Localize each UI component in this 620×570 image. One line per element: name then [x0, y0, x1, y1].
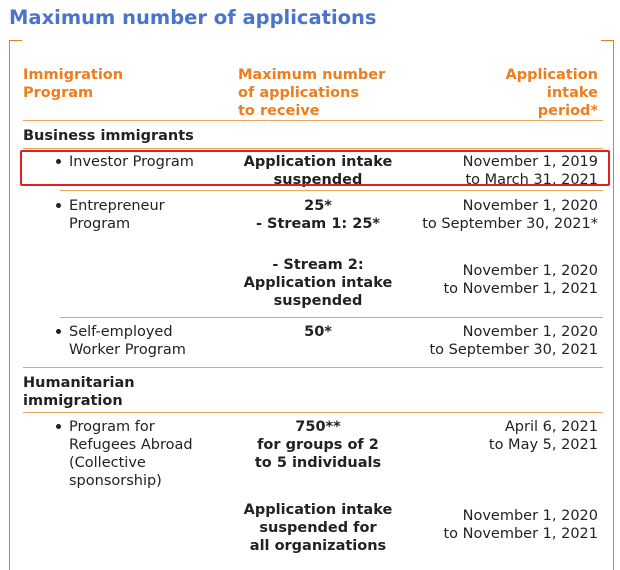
- column-header-program: Immigration Program: [23, 67, 124, 101]
- highlight-box: [20, 150, 610, 186]
- section-divider: [23, 148, 603, 149]
- row-entrepreneur-max-stream1: 25* - Stream 1: 25*: [255, 198, 381, 232]
- section-divider: [23, 367, 603, 368]
- row-divider: [60, 317, 603, 318]
- header-divider: [23, 120, 603, 121]
- row-refugees-period-organizations: November 1, 2020 to November 1, 2021: [443, 508, 598, 542]
- bullet: [56, 424, 61, 429]
- row-entrepreneur-period-stream1: November 1, 2020 to September 30, 2021*: [422, 198, 598, 232]
- row-self-employed-period: November 1, 2020 to September 30, 2021: [429, 324, 598, 358]
- row-divider: [60, 190, 603, 191]
- row-entrepreneur-program: Entrepreneur Program: [69, 198, 165, 232]
- row-self-employed-max: 50*: [304, 324, 332, 340]
- row-refugees-max-groups: 750** for groups of 2 to 5 individuals: [254, 419, 382, 471]
- row-investor-program: Investor Program: [69, 154, 194, 170]
- bullet: [56, 203, 61, 208]
- column-header-max: Maximum number of applications to receive: [238, 67, 386, 119]
- column-header-period: Application intake period*: [505, 67, 598, 119]
- row-entrepreneur-period-stream2: November 1, 2020 to November 1, 2021: [443, 263, 598, 297]
- section-divider: [23, 412, 603, 413]
- row-investor-period: November 1, 2019 to March 31, 2021: [462, 154, 598, 188]
- section-humanitarian-immigration: Humanitarian immigration: [23, 375, 135, 409]
- section-business-immigrants: Business immigrants: [23, 128, 194, 144]
- row-refugees-program: Program for Refugees Abroad (Collective sponsorship): [69, 419, 193, 489]
- row-self-employed-program: Self-employed Worker Program: [69, 324, 186, 358]
- page-title: Maximum number of applications: [9, 6, 377, 29]
- row-refugees-max-organizations: Application intake suspended for all organizations: [243, 502, 393, 554]
- row-investor-max: Application intake suspended: [243, 154, 393, 188]
- row-refugees-period-groups: April 6, 2021 to May 5, 2021: [488, 419, 598, 453]
- bullet: [56, 329, 61, 334]
- row-entrepreneur-max-stream2: - Stream 2: Application intake suspended: [243, 257, 393, 309]
